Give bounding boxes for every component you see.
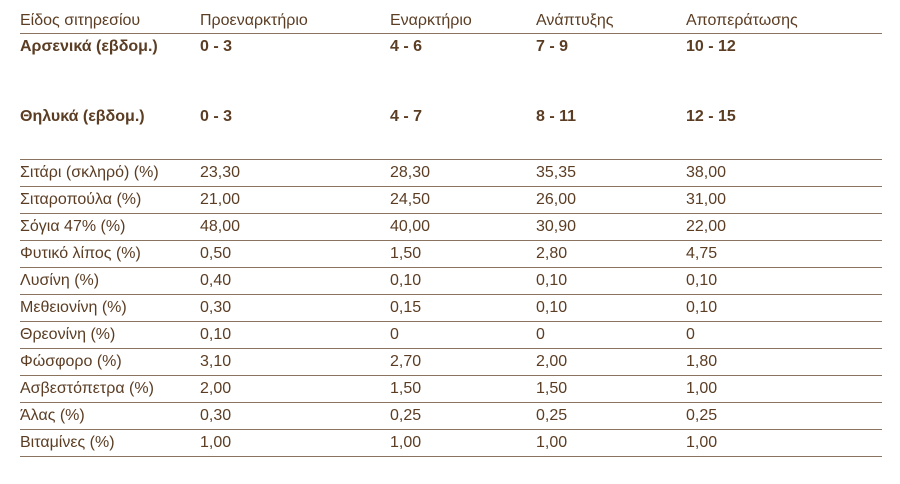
- value-cell: 35,35: [536, 160, 686, 187]
- ingredient-name: Ασβεστόπετρα (%): [20, 376, 200, 403]
- header-row: [20, 8, 882, 34]
- table-row: [20, 160, 882, 187]
- age-cell: 7 - 9: [536, 38, 569, 55]
- table-row: [20, 376, 882, 403]
- value-cell: 1,50: [536, 376, 686, 403]
- value-cell: 0: [686, 322, 882, 349]
- table-row: [20, 349, 882, 376]
- value-cell: 23,30: [200, 160, 390, 187]
- table-row: [20, 322, 882, 349]
- value-cell: 30,90: [536, 214, 686, 241]
- age-cell: 10 - 12: [686, 38, 736, 55]
- table-row: [20, 430, 882, 457]
- feed-ration-table: [20, 8, 882, 457]
- value-cell: 4,75: [686, 241, 882, 268]
- value-cell: 1,00: [200, 430, 390, 457]
- value-cell: 0,50: [200, 241, 390, 268]
- value-cell: 21,00: [200, 187, 390, 214]
- value-cell: 1,00: [390, 430, 536, 457]
- value-cell: 0,30: [200, 403, 390, 430]
- table-row: [20, 268, 882, 295]
- ingredients-section: [20, 160, 882, 457]
- value-cell: 22,00: [686, 214, 882, 241]
- value-cell: 1,00: [686, 430, 882, 457]
- header-cell-starter: Εναρκτήριο: [390, 8, 536, 34]
- ingredient-name: Λυσίνη (%): [20, 268, 200, 295]
- ingredient-name: Σιταροπούλα (%): [20, 187, 200, 214]
- value-cell: 1,50: [390, 241, 536, 268]
- value-cell: 31,00: [686, 187, 882, 214]
- value-cell: 0,10: [200, 322, 390, 349]
- header-cell-ration-type: Είδος σιτηρεσίου: [20, 8, 200, 34]
- value-cell: 2,00: [536, 349, 686, 376]
- ingredient-name: Σιτάρι (σκληρό) (%): [20, 160, 200, 187]
- ingredient-name: Φώσφορο (%): [20, 349, 200, 376]
- age-cell: 12 - 15: [686, 102, 882, 160]
- value-cell: 0,10: [536, 295, 686, 322]
- value-cell: 2,70: [390, 349, 536, 376]
- value-cell: 0,40: [200, 268, 390, 295]
- header-cell-finisher: Αποπεράτωσης: [686, 8, 882, 34]
- value-cell: 0: [536, 322, 686, 349]
- value-cell: 38,00: [686, 160, 882, 187]
- age-row-female: [20, 102, 882, 160]
- value-cell: 0,10: [686, 295, 882, 322]
- value-cell: 0,10: [686, 268, 882, 295]
- value-cell: 0,30: [200, 295, 390, 322]
- value-cell: 0,25: [686, 403, 882, 430]
- value-cell: 24,50: [390, 187, 536, 214]
- header-cell-pre-starter: Προεναρκτήριο: [200, 8, 390, 34]
- age-cell: 4 - 6: [390, 38, 423, 55]
- value-cell: 0,25: [390, 403, 536, 430]
- value-cell: 1,80: [686, 349, 882, 376]
- table-header: [20, 8, 882, 34]
- value-cell: 1,00: [536, 430, 686, 457]
- value-cell: 3,10: [200, 349, 390, 376]
- value-cell: 2,80: [536, 241, 686, 268]
- ingredient-name: Άλας (%): [20, 403, 200, 430]
- ingredient-name: Σόγια 47% (%): [20, 214, 200, 241]
- table-row: [20, 295, 882, 322]
- value-cell: 48,00: [200, 214, 390, 241]
- table-row: [20, 241, 882, 268]
- age-row-male: [20, 34, 882, 103]
- value-cell: 0,10: [536, 268, 686, 295]
- age-cell: 0 - 3: [200, 38, 233, 55]
- value-cell: 0,10: [390, 268, 536, 295]
- value-cell: 0,25: [536, 403, 686, 430]
- age-label: Θηλυκά (εβδομ.): [20, 102, 200, 160]
- value-cell: 28,30: [390, 160, 536, 187]
- value-cell: 26,00: [536, 187, 686, 214]
- value-cell: 2,00: [200, 376, 390, 403]
- ingredient-name: Μεθειονίνη (%): [20, 295, 200, 322]
- header-cell-grower: Ανάπτυξης: [536, 8, 686, 34]
- value-cell: 1,50: [390, 376, 536, 403]
- table-row: [20, 403, 882, 430]
- age-cell: 4 - 7: [390, 102, 536, 160]
- age-label: Αρσενικά (εβδομ.): [20, 38, 158, 55]
- value-cell: 0: [390, 322, 536, 349]
- age-cell: 8 - 11: [536, 102, 686, 160]
- ingredient-name: Φυτικό λίπος (%): [20, 241, 200, 268]
- table-row: [20, 214, 882, 241]
- value-cell: 40,00: [390, 214, 536, 241]
- value-cell: 1,00: [686, 376, 882, 403]
- table-row: [20, 187, 882, 214]
- value-cell: 0,15: [390, 295, 536, 322]
- age-section: [20, 34, 882, 160]
- ingredient-name: Θρεονίνη (%): [20, 322, 200, 349]
- age-cell: 0 - 3: [200, 102, 390, 160]
- ingredient-name: Βιταμίνες (%): [20, 430, 200, 457]
